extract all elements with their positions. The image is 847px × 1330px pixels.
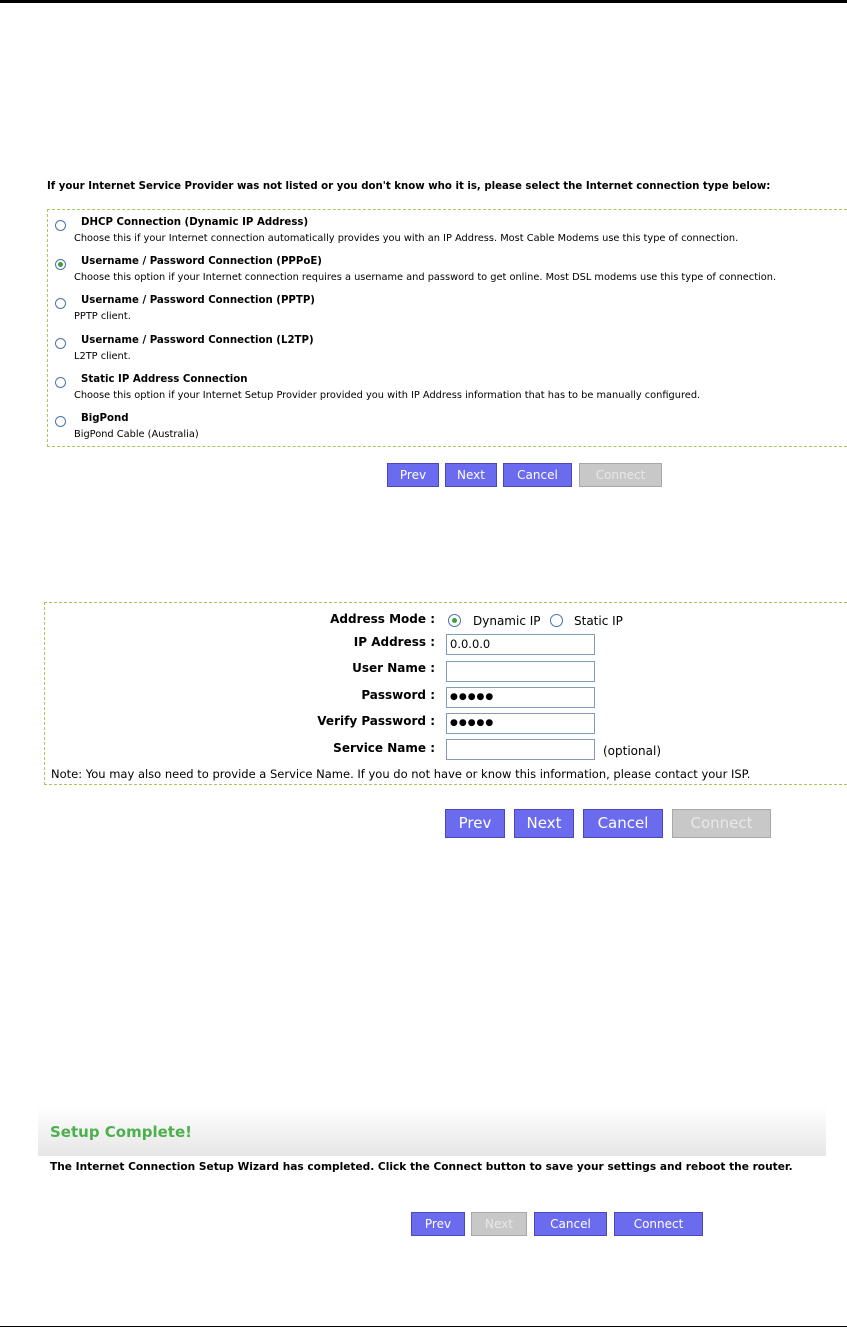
option-title: Static IP Address Connection: [81, 374, 248, 385]
radio-pptp[interactable]: [55, 298, 66, 309]
option-desc: PPTP client.: [74, 311, 131, 322]
option-desc: BigPond Cable (Australia): [74, 429, 199, 440]
address-mode-label: Address Mode :: [330, 612, 435, 626]
radio-static-ip[interactable]: [550, 614, 563, 627]
option-title: DHCP Connection (Dynamic IP Address): [81, 217, 309, 228]
verify-password-field[interactable]: ●●●●●: [446, 713, 595, 734]
cancel-button[interactable]: Cancel: [583, 809, 663, 838]
option-desc: Choose this option if your Internet Setup Provider provided you with IP Address information that has to be manually configured.: [74, 390, 701, 401]
top-rule: [0, 0, 847, 3]
password-label: Password :: [361, 688, 435, 702]
connect-button[interactable]: Connect: [579, 463, 662, 487]
next-button[interactable]: Next: [471, 1212, 527, 1236]
radio-pppoe[interactable]: [55, 259, 66, 270]
setup-complete-message: The Internet Connection Setup Wizard has completed. Click the Connect button to save your settings and reboot the router.: [50, 1161, 793, 1173]
connect-button[interactable]: Connect: [672, 809, 771, 838]
verify-password-label: Verify Password :: [317, 714, 435, 728]
service-name-field[interactable]: [446, 739, 595, 760]
optional-hint: (optional): [603, 744, 661, 758]
option-desc: Choose this if your Internet connection automatically provides you with an IP Address. Most Cable Modems use this type of connection.: [74, 233, 739, 244]
dynamic-ip-label: Dynamic IP: [473, 614, 541, 628]
user-name-label: User Name :: [352, 661, 435, 675]
radio-l2tp[interactable]: [55, 338, 66, 349]
option-desc: Choose this option if your Internet connection requires a username and password to get online. Most DSL modems use this type of connection.: [74, 272, 777, 283]
user-name-field[interactable]: [446, 661, 595, 682]
prev-button[interactable]: Prev: [445, 809, 505, 838]
connection-type-box: [47, 209, 847, 447]
radio-static[interactable]: [55, 377, 66, 388]
password-field[interactable]: ●●●●●: [446, 687, 595, 708]
connect-button[interactable]: Connect: [614, 1212, 703, 1236]
prev-button[interactable]: Prev: [387, 463, 439, 487]
ip-address-label: IP Address :: [353, 635, 435, 649]
cancel-button[interactable]: Cancel: [503, 463, 572, 487]
prev-button[interactable]: Prev: [411, 1212, 465, 1236]
radio-dynamic-ip[interactable]: [448, 614, 461, 627]
static-ip-label: Static IP: [574, 614, 623, 628]
ip-address-field[interactable]: 0.0.0.0: [446, 634, 595, 655]
radio-bigpond[interactable]: [55, 416, 66, 427]
service-name-note: Note: You may also need to provide a Service Name. If you do not have or know this information, please contact your ISP.: [51, 767, 751, 781]
connection-type-intro: If your Internet Service Provider was not listed or you don't know who it is, please select the Internet connection type below:: [47, 181, 771, 192]
option-desc: L2TP client.: [74, 351, 131, 362]
cancel-button[interactable]: Cancel: [534, 1212, 607, 1236]
next-button[interactable]: Next: [445, 463, 497, 487]
setup-complete-title: Setup Complete!: [50, 1123, 192, 1141]
option-title: Username / Password Connection (L2TP): [81, 335, 314, 346]
next-button[interactable]: Next: [514, 809, 574, 838]
option-title: Username / Password Connection (PPPoE): [81, 256, 322, 267]
radio-dhcp[interactable]: [55, 220, 66, 231]
option-title: BigPond: [81, 413, 129, 424]
pppoe-settings-box: [44, 602, 847, 785]
bottom-rule: [0, 1326, 847, 1327]
option-title: Username / Password Connection (PPTP): [81, 295, 315, 306]
setup-complete-header: [38, 1106, 826, 1156]
service-name-label: Service Name :: [333, 741, 435, 755]
